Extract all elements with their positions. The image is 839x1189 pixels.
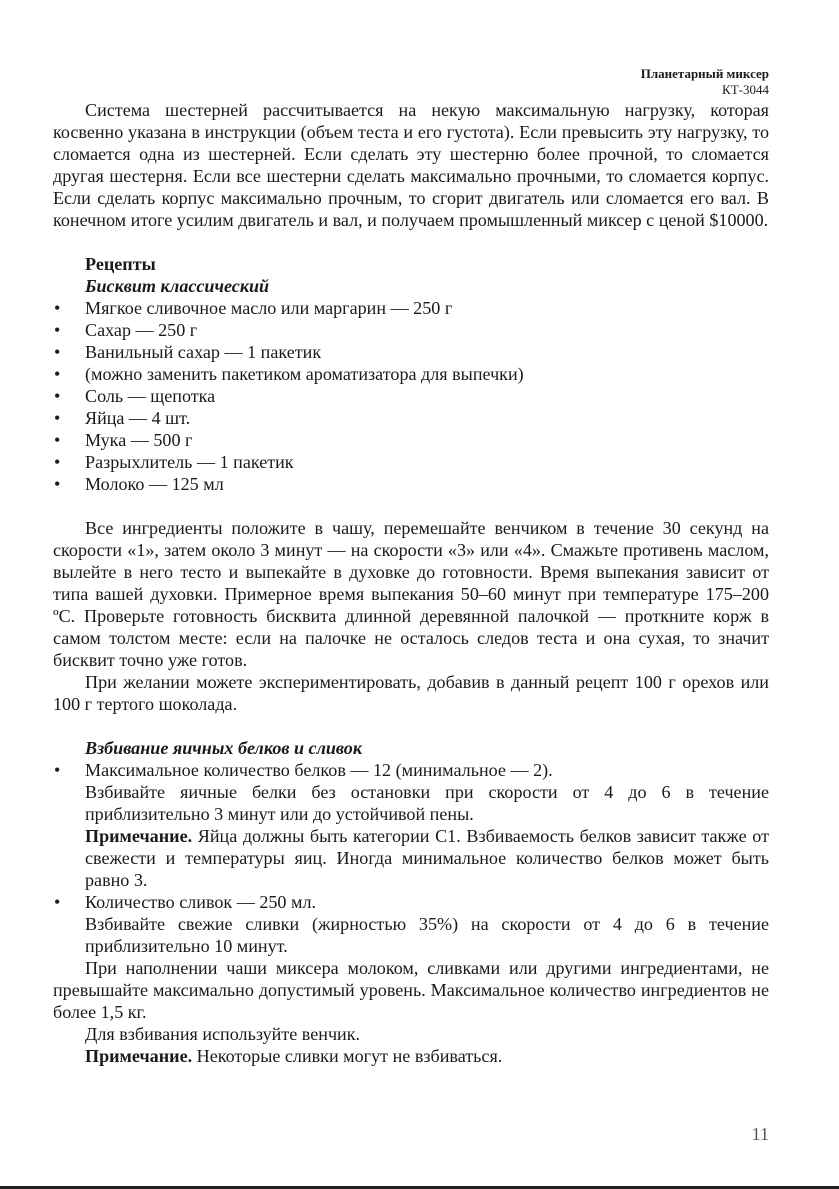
list-item <box>53 759 769 891</box>
note-label: Примечание. <box>85 1046 193 1066</box>
bullet: • <box>54 892 61 912</box>
intro-paragraph: Система шестерней рассчитывается на некую максимальную нагрузку, которая косвенно указана в инструкции (объем теста и его густота). Если превысить эту нагрузку, то сломается одна из шестерней. Если сделать эту шестерню более прочной, то сломается другая шестерня. Если все шестерни сделать максимально прочными, то сломается корпус. Если сделать корпус максимально прочным, то сгорит двигатель или сломается его вал. В конечном итоге усилим двигатель и вал, и получаем промышленный миксер с ценой $10000. <box>53 100 769 230</box>
page-header <box>641 66 769 98</box>
list-item: • Сахар — 250 г <box>54 320 198 340</box>
list-item: • Яйца — 4 шт. <box>54 408 191 428</box>
list-item: • (можно заменить пакетиком ароматизатора для выпечки) <box>54 364 524 384</box>
list-item: • Мягкое сливочное масло или маргарин — 250 г <box>54 298 453 318</box>
note-label: Примечание. <box>85 826 193 846</box>
recipe1-title: Бисквит классический <box>85 276 270 296</box>
whisk-paragraph: Для взбивания используйте венчик. <box>85 1024 361 1044</box>
bullet: • <box>54 298 61 318</box>
page-content <box>53 99 769 1067</box>
list-item: • Мука — 500 г <box>54 430 193 450</box>
bullet: • <box>54 760 61 780</box>
list-item <box>53 891 769 957</box>
bullet: • <box>54 320 61 340</box>
list-item: • Разрыхлитель — 1 пакетик <box>54 452 294 472</box>
recipes-heading: Рецепты <box>85 254 156 274</box>
egg-whites-instructions: Взбивайте яичные белки без остановки при скорости от 4 до 6 в течение приблизительно 3 минут или до устойчивой пены. <box>85 782 769 824</box>
whipping-list <box>53 759 769 957</box>
page-number: 11 <box>751 1124 769 1144</box>
bullet: • <box>54 474 61 494</box>
model-number: КТ-3044 <box>722 82 769 97</box>
bullet: • <box>54 386 61 406</box>
recipe1-instructions: Все ингредиенты положите в чашу, перемешайте венчиком в течение 30 секунд на скорости «1», затем около 3 минут — на скорости «3» или «4». Смажьте противень маслом, вылейте в него тесто и выпекайте в духовке до готовности. Время выпекания зависит от типа вашей духовки. Примерное время выпекания 50–60 минут при температуре 175–200 ºС. Проверьте готовность бисквита длинной деревянной палочкой — проткните корж в самом толстом месте: если на палочке не осталось следов теста и она сухая, то значит бисквит точно уже готов. <box>53 518 769 670</box>
bullet: • <box>54 452 61 472</box>
list-item: • Ванильный сахар — 1 пакетик <box>54 342 322 362</box>
recipe2-title: Взбивание яичных белков и сливок <box>85 738 362 758</box>
ingredients-list <box>53 297 769 495</box>
product-name: Планетарный миксер <box>640 66 769 81</box>
bullet: • <box>54 342 61 362</box>
egg-whites-note: Примечание. Яйца должны быть категории С1. Взбиваемость белков зависит также от свежести и температуры яиц. Иногда минимальное количество белков может быть равно 3. <box>85 826 769 890</box>
recipe1-variation: При желании можете экспериментировать, добавив в данный рецепт 100 г орехов или 100 г тертого шоколада. <box>53 672 769 714</box>
cream-amount: Количество сливок — 250 мл. <box>85 892 317 912</box>
final-note: Примечание. Некоторые сливки могут не взбиваться. <box>85 1046 503 1066</box>
bullet: • <box>54 408 61 428</box>
egg-whites-max: Максимальное количество белков — 12 (минимальное — 2). <box>85 760 553 780</box>
list-item: • Молоко — 125 мл <box>54 474 224 494</box>
bullet: • <box>54 430 61 450</box>
bowl-capacity-paragraph: При наполнении чаши миксера молоком, сливками или другими ингредиентами, не превышайте максимально допустимый уровень. Максимальное количество ингредиентов не более 1,5 кг. <box>53 958 769 1022</box>
bullet: • <box>54 364 61 384</box>
cream-instructions: Взбивайте свежие сливки (жирностью 35%) на скорости от 4 до 6 в течение приблизительно 10 минут. <box>85 914 769 956</box>
list-item: • Соль — щепотка <box>54 386 216 406</box>
